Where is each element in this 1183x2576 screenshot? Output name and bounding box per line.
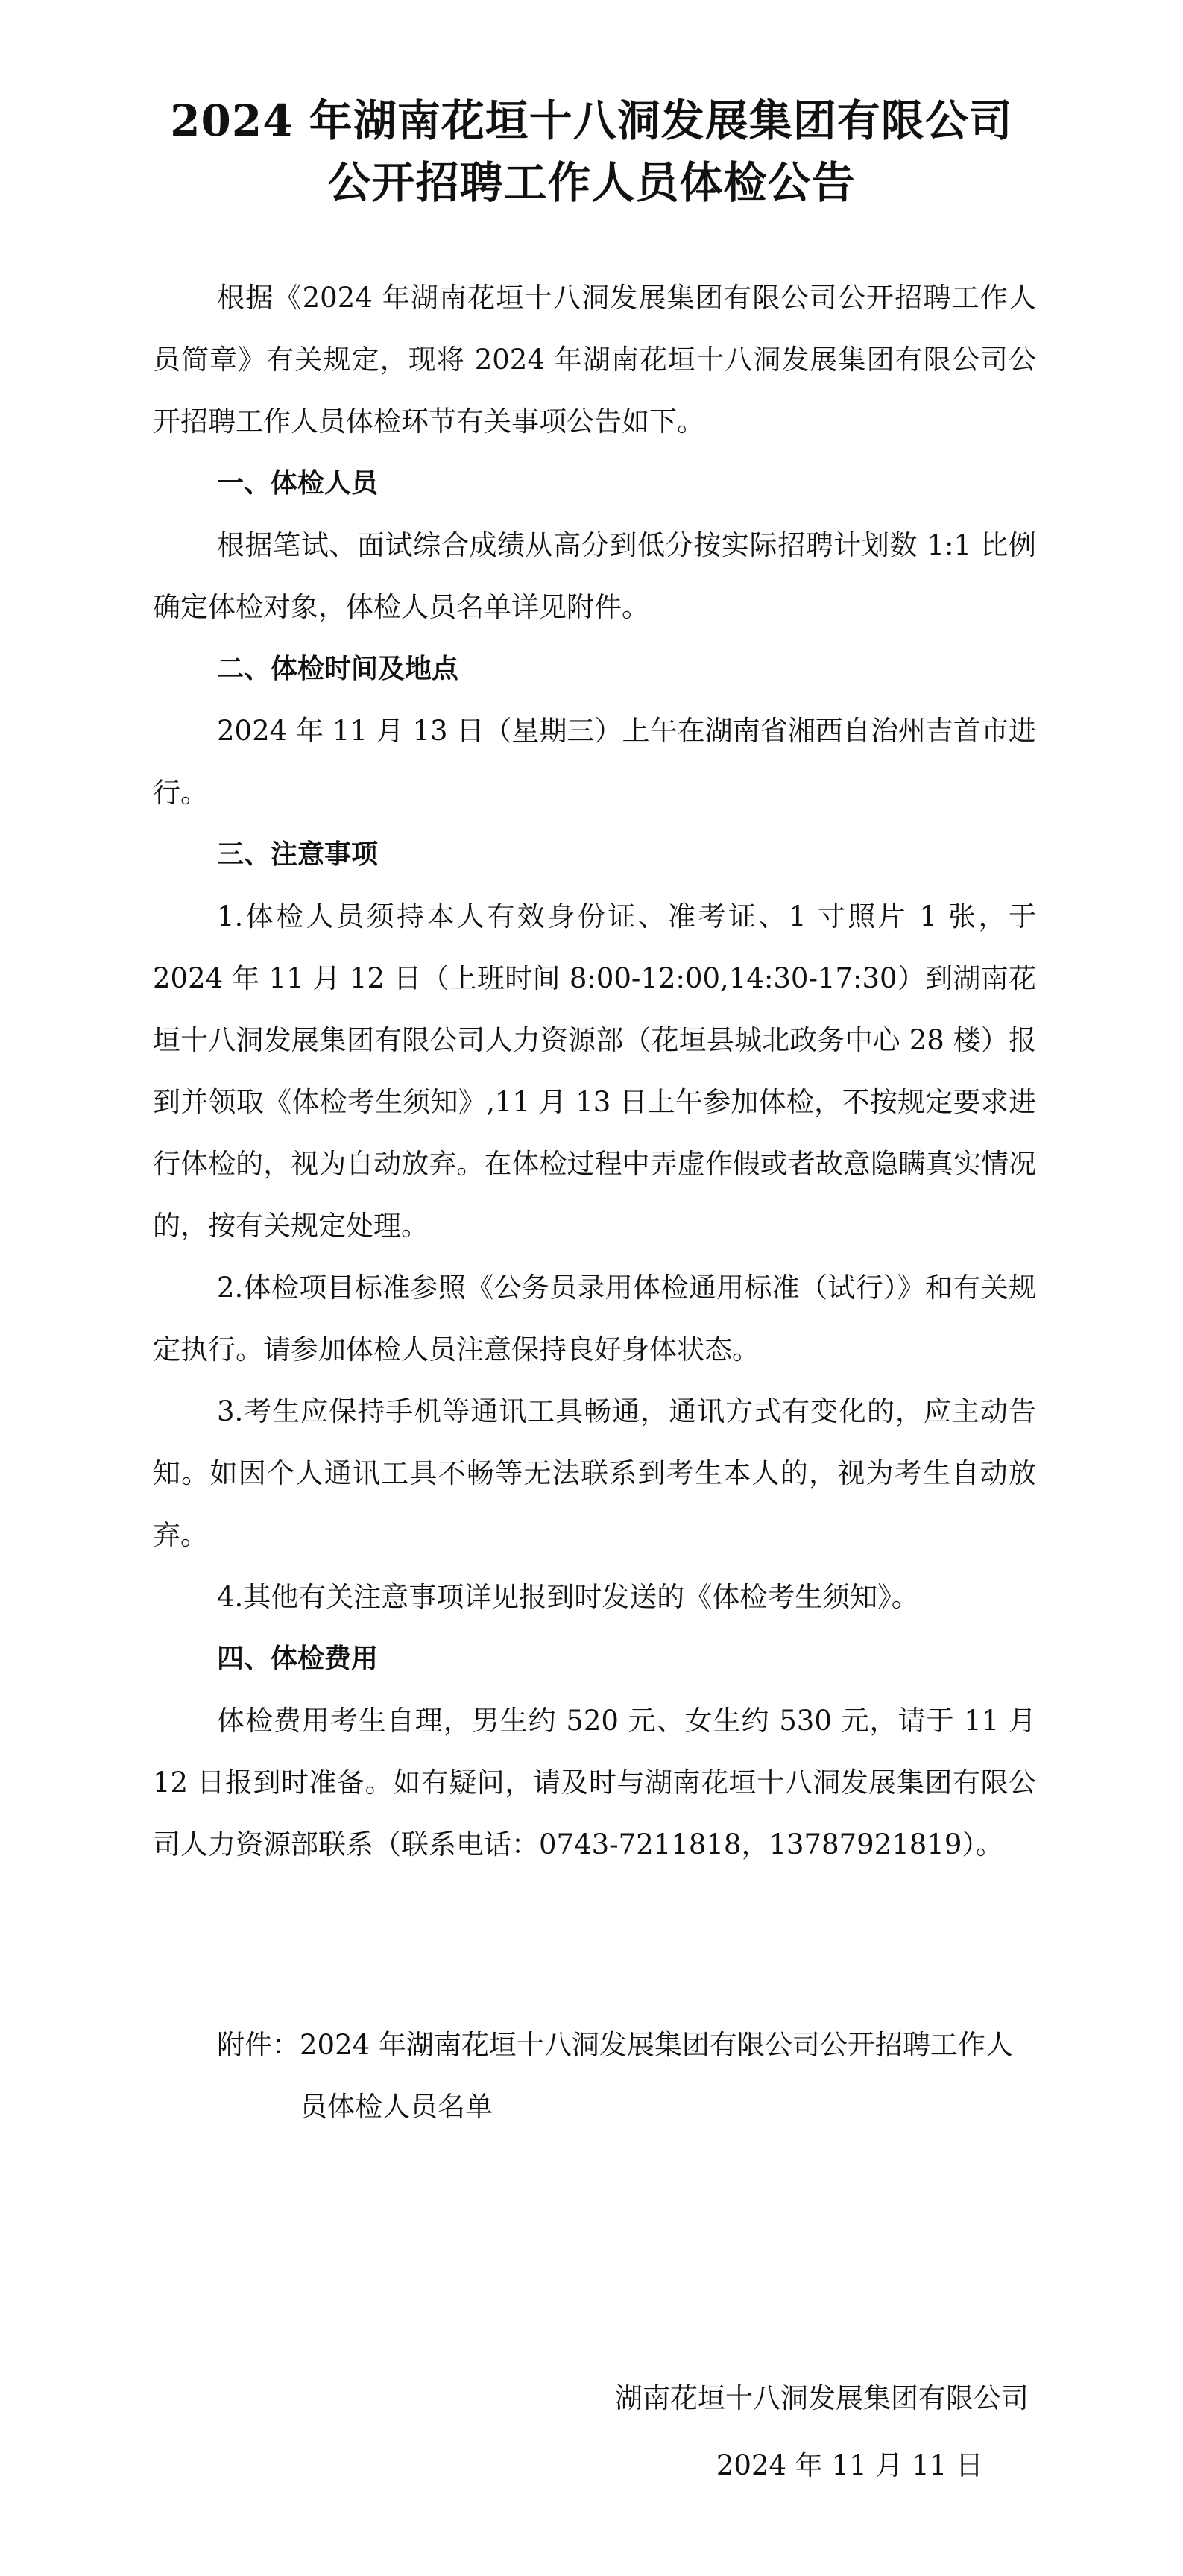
attachment-text: 2024 年湖南花垣十八洞发展集团有限公司公开招聘工作人员体检人员名单 — [300, 2029, 1013, 2123]
signature-organization: 湖南花垣十八洞发展集团有限公司 — [615, 2382, 1029, 2414]
notes-item-3: 3.考生应保持手机等通讯工具畅通，通讯方式有变化的，应主动告知。如因个人通讯工具不畅等无法联系到考生本人的，视为考生自动放弃。 — [153, 1395, 1036, 1551]
section-heading-fees: 四、体检费用 — [217, 1644, 379, 1674]
notes-item-2: 2.体检项目标准参照《公务员录用体检通用标准（试行）》和有关规定执行。请参加体检人员注意保持良好身体状态。 — [153, 1272, 1036, 1366]
document-body — [153, 267, 1036, 1875]
document-title-line-1: 2024 年湖南花垣十八洞发展集团有限公司 — [170, 95, 1013, 146]
document-title-line-2: 公开招聘工作人员体检公告 — [327, 157, 856, 208]
signature-date: 2024 年 11 月 11 日 — [716, 2449, 983, 2481]
intro-paragraph: 根据《2024 年湖南花垣十八洞发展集团有限公司公开招聘工作人员简章》有关规定，现将 2024 年湖南花垣十八洞发展集团有限公司公开招聘工作人员体检环节有关事项公告如下。 — [153, 282, 1036, 438]
section-fees-paragraph: 体检费用考生自理，男生约 520 元、女生约 530 元，请于 11 月 12 日报到时准备。如有疑问，请及时与湖南花垣十八洞发展集团有限公司人力资源部联系（联系电话：0743-7211818，13787921819）。 — [153, 1705, 1036, 1860]
section-heading-time-place: 二、体检时间及地点 — [217, 654, 459, 684]
section-heading-notes: 三、注意事项 — [217, 839, 379, 870]
notes-item-4: 4.其他有关注意事项详见报到时发送的《体检考生须知》。 — [217, 1581, 919, 1613]
attachment-label: 附件： — [217, 2029, 300, 2061]
attachment-row — [217, 2014, 1037, 2138]
section-personnel-paragraph: 根据笔试、面试综合成绩从高分到低分按实际招聘计划数 1:1 比例确定体检对象，体检人员名单详见附件。 — [153, 529, 1036, 623]
attachment-note — [217, 2014, 1037, 2138]
section-time-place-paragraph: 2024 年 11 月 13 日（星期三）上午在湖南省湘西自治州吉首市进行。 — [153, 715, 1036, 809]
notes-item-1: 1.体检人员须持本人有效身份证、准考证、1 寸照片 1 张，于 2024 年 11 月 12 日（上班时间 8:00-12:00,14:30-17:30）到湖南花垣十八洞发展集团有限公司人力资源部（花垣县城北政务中心 28 楼）报到并领取《体检考生须知》,11 月 13 日上午参加体检，不按规定要求进行体检的，视为自动放弃。在体检过程中弄虚作假或者故意隐瞒真实情况的，按有关规定处理。 — [153, 900, 1036, 1242]
section-heading-personnel: 一、体检人员 — [217, 468, 379, 499]
